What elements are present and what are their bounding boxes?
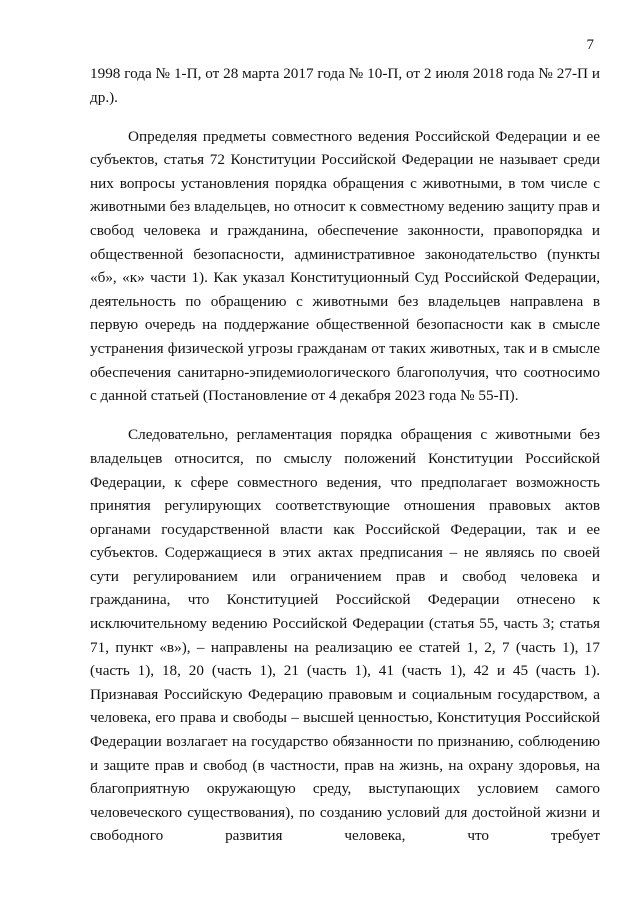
paragraph-joint-jurisdiction: Определяя предметы совместного ведения Российской Федерации и ее субъектов, статья 72 Конституции Российской Федерации не называет среди них вопросы установления порядка обращения с животными, в том числе с животными без владельцев, но относит к совместному ведению защиту прав и свобод человека и гражданина, обеспечение законности, правопорядка и общественной безопасности, административное законодательство (пункты «б», «к» части 1). Как указал Конституционный Суд Российской Федерации, деятельность по обращению с животными без владельцев направлена в первую очередь на поддержание общественной безопасности как в смысле устранения физической угрозы гражданам от таких животных, так и в смысле обеспечения санитарно-эпидемиологического благополучия, что соотносимо с данной статьей (Постановление от 4 декабря 2023 года № 55-П). [90,127,600,405]
document-body [90,62,600,848]
page-number: 7 [586,37,594,53]
paragraph-continuation: 1998 года № 1-П, от 28 марта 2017 года № 10-П, от 2 июля 2018 года № 27-П и др.). [90,65,600,106]
paragraph-regulation: Следовательно, регламентация порядка обращения с животными без владельцев относится, по смыслу положений Конституции Российской Федерации, к сфере совместного ведения, что предполагает возможность принятия регулирующих соответствующие отношения правовых актов органами государственной власти как Российской Федерации, так и ее субъектов. Содержащиеся в этих актах предписания – не являясь по своей сути регулированием или ограничением прав и свобод человека и гражданина, что Конституцией Российской Федерации отнесено к исключительному ведению Российской Федерации (статья 55, часть 3; статья 71, пункт «в»), – направлены на реализацию ее статей 1, 2, 7 (часть 1), 17 (часть 1), 18, 20 (часть 1), 21 (часть 1), 41 (часть 1), 42 и 45 (часть 1). Признавая Российскую Федерацию правовым и социальным государством, а человека, его права и свободы – высшей ценностью, Конституция Российской Федерации возлагает на государство обязанности по признанию, соблюдению и защите прав и свобод (в частности, прав на жизнь, на охрану здоровья, на благоприятную окружающую среду, выступающих условием самого человеческого существования), по созданию условий для достойной жизни и свободного развития человека, что требует [90,426,600,845]
